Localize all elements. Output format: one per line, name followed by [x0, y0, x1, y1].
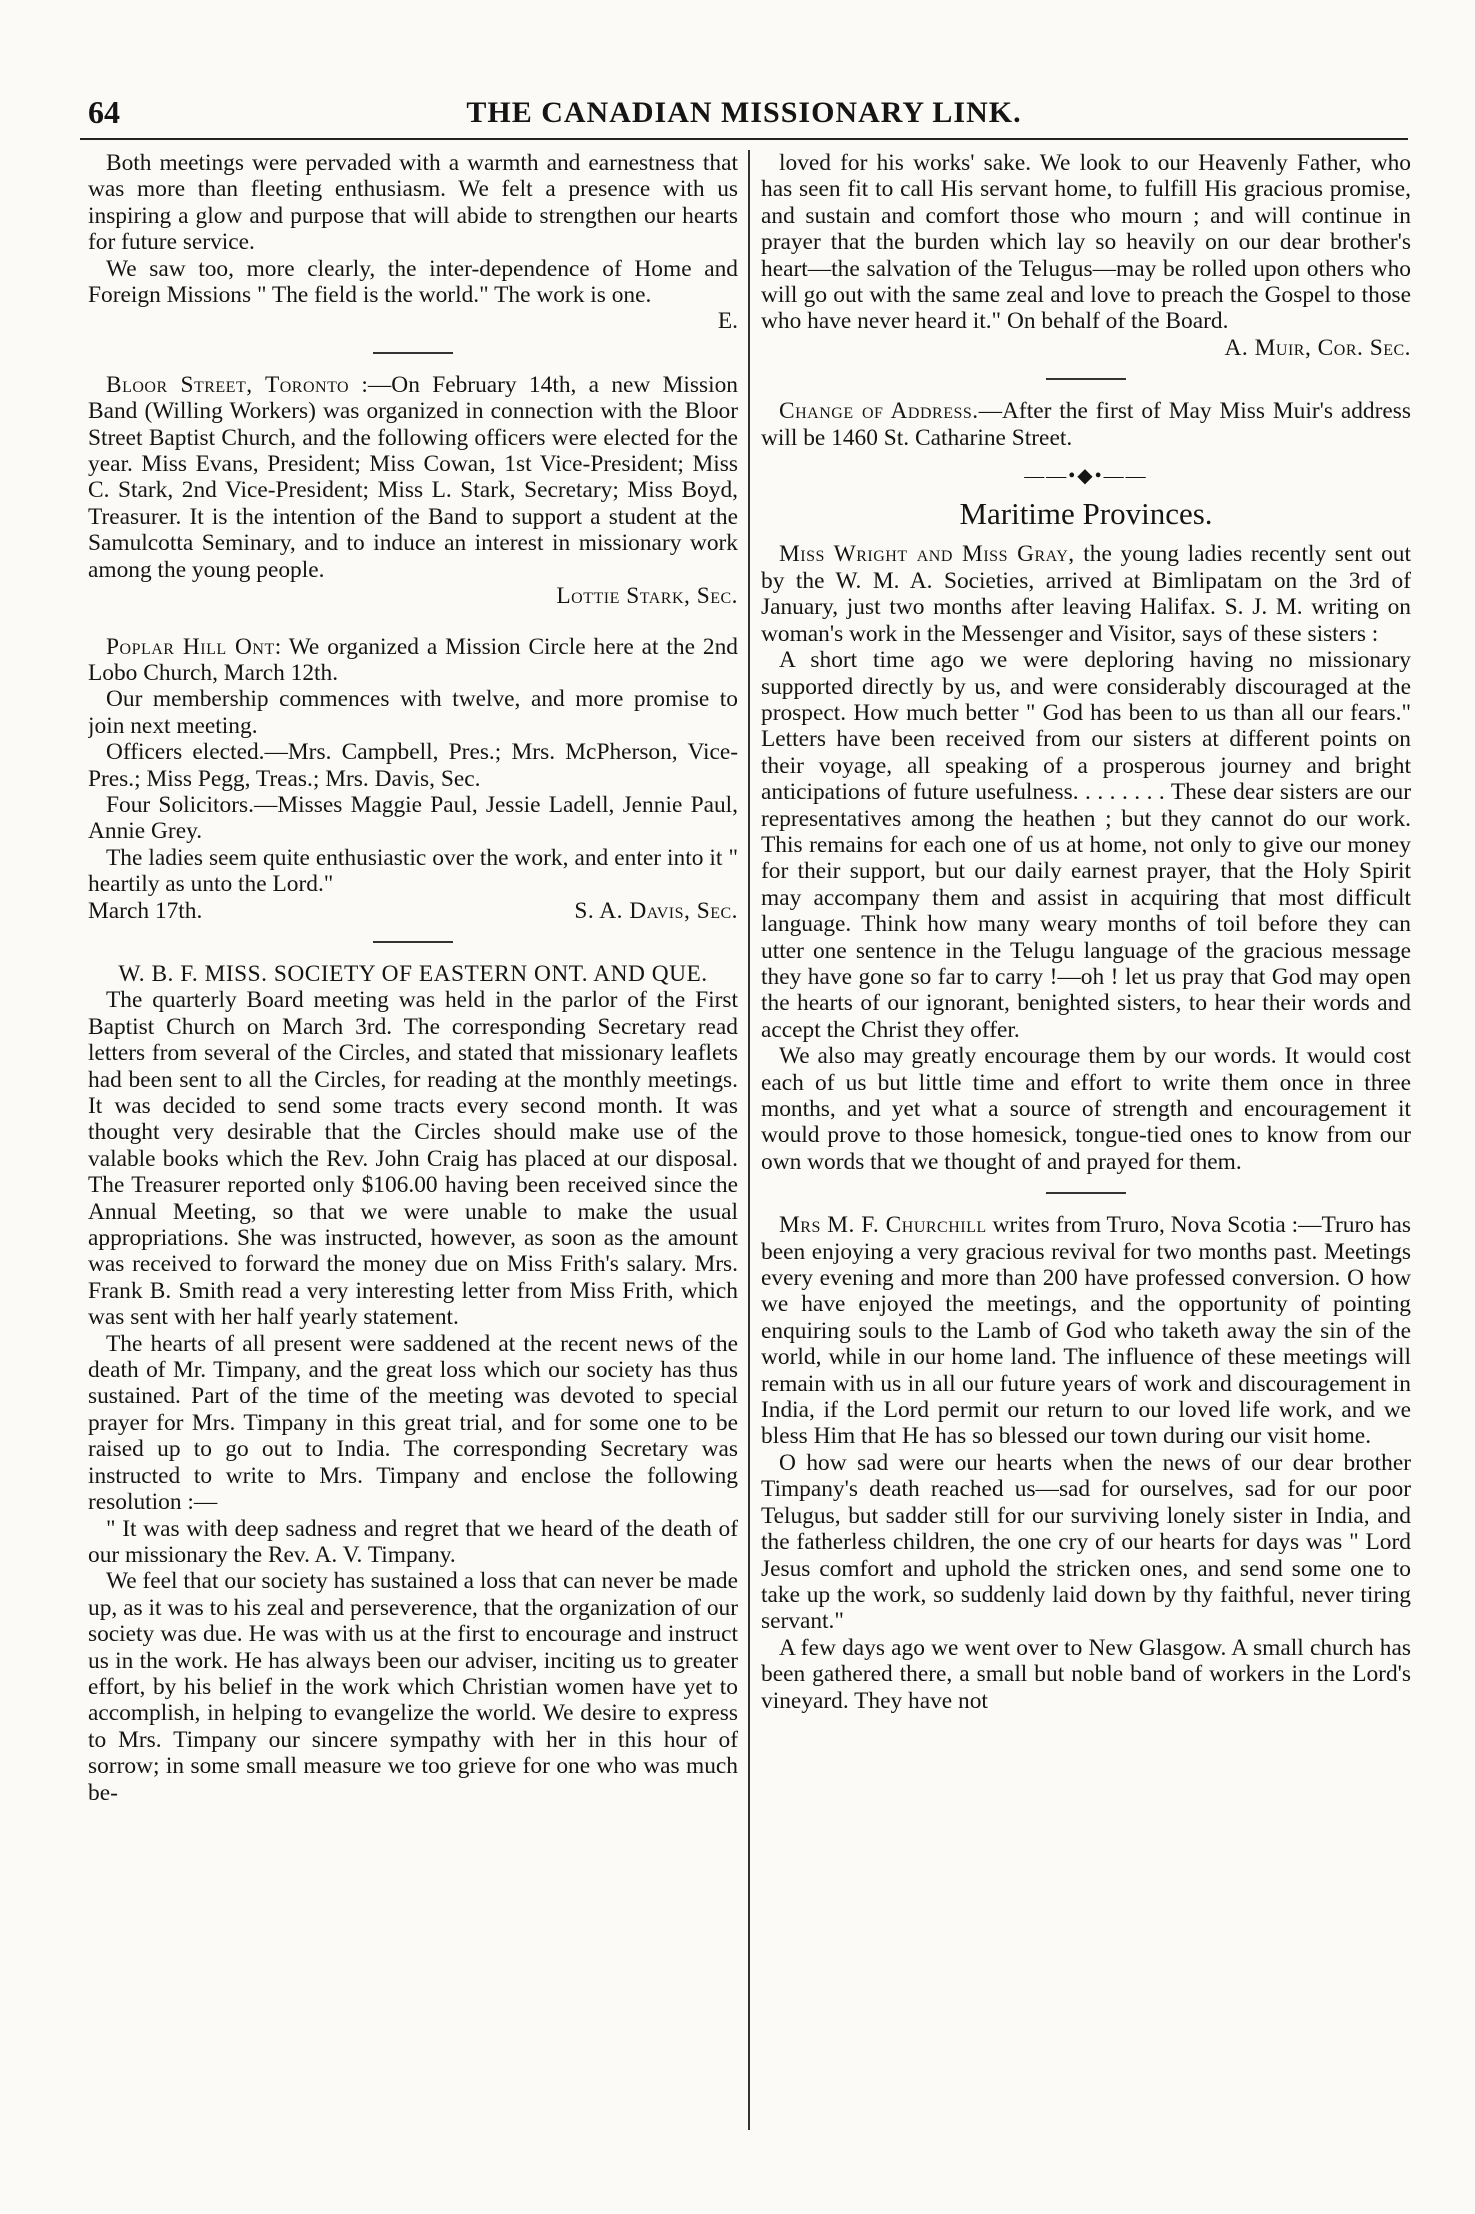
article-paragraph: Four Solicitors.—Misses Maggie Paul, Jessie Ladell, Jennie Paul, Annie Grey. [88, 791, 738, 845]
column-divider [748, 150, 750, 2130]
page-header [80, 88, 1408, 140]
article-paragraph: The ladies seem quite enthusiastic over the work, and enter into it " heartily as unto the Lord." [88, 844, 738, 898]
right-column [761, 150, 1411, 2134]
article-paragraph: A short time ago we were deploring having no missionary supported directly by us, and were considerably discouraged at the prospect. How much better " God has been to us than all our fears." Letters have been received from our sisters at different points on their voyage, all speaking of a prosperous journey and bright anticipations of future usefulness. . . . . . . . These dear sisters are our representatives among the heathen ; but they cannot do our work. This remains for each one of us at home, not only to give our money for their support, but our daily earnest prayer, that the Holy Spirit may accompany them and assist in acquiring that most difficult language. Think how many weary months of toil before they can utter one sentence in the Telugu language of the gracious message they have gone so far to carry !—oh ! let us pray that God may open the hearts of our ignorant, benighted sisters, to hear their words and accept the Christ they offer. [761, 647, 1411, 1043]
left-column [88, 150, 738, 2134]
signature: Lottie Stark, Sec. [556, 583, 738, 610]
resolution-paragraph: We feel that our society has sustained a loss that can never be made up, as it was to his zeal and perseverence, that the organization of our society was due. He was with us at the first to encourage and instruct us in the work. He has always been our adviser, inciting us to greater effort, by his belief in the work which Christian women have yet to accomplish, in helping to evangelize the world. We desire to express to Mrs. Timpany our sincere sympathy with her in this hour of sorrow; in some small measure we too grieve for one who was much be- [88, 1568, 738, 1806]
signature: E. [717, 308, 738, 335]
ornament-divider: ——•◆•—— [1024, 465, 1148, 488]
maritime-article: Miss Wright and Miss Gray, the young ladies recently sent out by the W. M. A. Societies, arrived at Bimlipatam on the 3rd of January, just two months after leaving Halifax. S. J. M. writing on woman's work in the Messenger and Visitor, says of these sisters : [761, 541, 1411, 647]
society-heading: W. B. F. MISS. SOCIETY OF EASTERN ONT. AND QUE. [118, 960, 708, 987]
signature: A. Muir, Cor. Sec. [1224, 334, 1411, 361]
bloor-street-article: Bloor Street, Toronto :—On February 14th, a new Mission Band (Willing Workers) was organized in connection with the Bloor Street Baptist Church, and the following officers were elected for the year. Miss Evans, President; Miss Cowan, 1st Vice-President; Miss C. Stark, 2nd Vice-President; Miss L. Stark, Secretary; Miss Boyd, Treasurer. It is the intention of the Band to support a student at the Samulcotta Seminary, and to induce an interest in missionary work among the young people. [88, 371, 738, 583]
article-paragraph: The hearts of all present were saddened at the recent news of the death of Mr. Timpany, and the great loss which our society has thus sustained. Part of the time of the meeting was devoted to special prayer for Mrs. Timpany in this great trial, and for some one to be raised up to go out to India. The corresponding Secretary was instructed to write to Mrs. Timpany and enclose the following resolution :— [88, 1330, 738, 1516]
article-paragraph: Both meetings were pervaded with a warmth and earnestness that was more than fleeting enthusiasm. We felt a presence with us inspiring a glow and purpose that will abide to strengthen our hearts for future service. [88, 150, 738, 256]
poplar-hill-article: Poplar Hill Ont: We organized a Mission Circle here at the 2nd Lobo Church, March 12th. [88, 633, 738, 686]
section-separator [373, 352, 453, 354]
article-paragraph: We saw too, more clearly, the inter-dependence of Home and Foreign Missions " The field is the world." The work is one. [88, 255, 738, 309]
resolution-paragraph: " It was with deep sadness and regret that we heard of the death of our missionary the Rev. A. V. Timpany. [88, 1515, 738, 1568]
date-signature: March 17th. S. A. Davis, Sec. [88, 897, 738, 924]
publication-title: THE CANADIAN MISSIONARY LINK. [466, 96, 1022, 129]
change-of-address: Change of Address.—After the first of May Miss Muir's address will be 1460 St. Catharine Street. [761, 398, 1411, 451]
article-paragraph: loved for his works' sake. We look to our Heavenly Father, who has seen fit to call His servant home, to fulfill His gracious promise, and sustain and comfort those who mourn ; and will continue in prayer that the burden which lay so heavily on our dear brother's heart—the salvation of the Telugus—may be rolled upon others who will go out with the same zeal and love to preach the Gospel to those who have never heard it." On behalf of the Board. [761, 150, 1411, 335]
section-separator [1046, 1192, 1126, 1194]
article-paragraph: Our membership commences with twelve, and more promise to join next meeting. [88, 686, 738, 739]
truro-article: Mrs M. F. Churchill writes from Truro, Nova Scotia :—Truro has been enjoying a very gracious revival for two months past. Meetings every evening and more than 200 have professed conversion. O how we have enjoyed the meetings, and the opportunity of pointing enquiring souls to the Lamb of God who taketh away the sin of the world, while in our home land. The influence of these meetings will remain with us in all our future years of work and discouragement in India, if the Lord permit our return to our loved life work, and we bless Him that He has so blessed our town during our visit home. [761, 1212, 1411, 1450]
article-paragraph: We also may greatly encourage them by our words. It would cost each of us but little time and effort to write them once in three months, and yet what a source of strength and encouragement it would prove to those homesick, tongue-tied ones to know from our own words that we thought of and prayed for them. [761, 1043, 1411, 1175]
article-paragraph: The quarterly Board meeting was held in the parlor of the First Baptist Church on March 3rd. The corresponding Secretary read letters from several of the Circles, and stated that missionary leaflets had been sent to all the Circles, for reading at the monthly meetings. It was decided to send some tracts every second month. It was thought very desirable that the Circles should make use of the valable books which the Rev. John Craig has placed at our disposal. The Treasurer reported only $106.00 having been received since the Annual Meeting, so that we were unable to make the usual appropriations. She was instructed, however, as soon as the amount was received to forward the money due on Miss Frith's salary. Mrs. Frank B. Smith read a very interesting letter from Miss Frith, which was sent with her half yearly statement. [88, 987, 738, 1331]
article-paragraph: O how sad were our hearts when the news of our dear brother Timpany's death reached us—sad for ourselves, sad for our poor Telugus, but sadder still for our surviving lonely sister in India, and the fatherless children, the one cry of our hearts for days was " Lord Jesus comfort and uphold the stricken ones, and send some one to take up the work, so suddenly laid down by thy faithful, never tiring servant." [761, 1449, 1411, 1635]
section-title: Maritime Provinces. [959, 496, 1213, 532]
page-number: 64 [88, 94, 120, 130]
article-paragraph: A few days ago we went over to New Glasgow. A small church has been gathered there, a small but noble band of workers in the Lord's vineyard. They have not [761, 1634, 1411, 1714]
article-paragraph: Officers elected.—Mrs. Campbell, Pres.; Mrs. McPherson, Vice-Pres.; Miss Pegg, Treas.; Mrs. Davis, Sec. [88, 739, 738, 792]
section-separator [1046, 378, 1126, 380]
section-separator [373, 941, 453, 943]
